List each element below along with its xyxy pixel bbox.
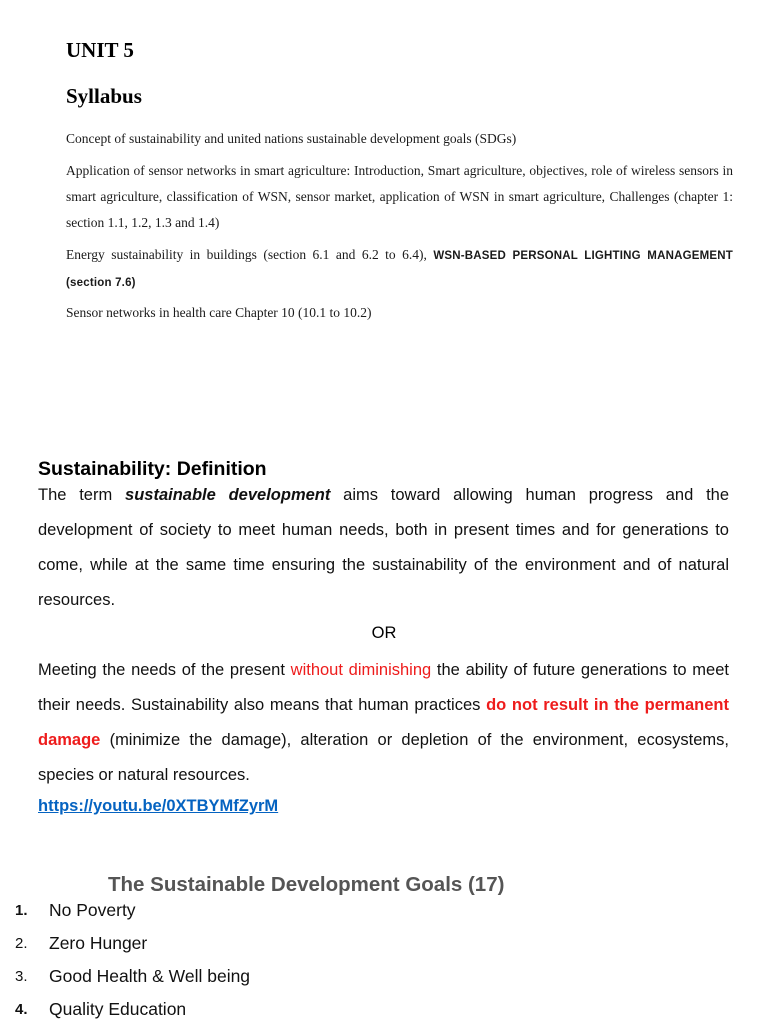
unit-title: UNIT 5	[66, 38, 134, 62]
definition-text-end: aims toward allowing human progress and the development of society to meet human needs, both in present times and for generations to come, while at the same time ensuring the sustainability of the environment and of natural resources.	[38, 486, 730, 609]
syllabus-item-buildings	[66, 242, 733, 296]
list-item-label: No Poverty	[49, 900, 136, 920]
highlight-without-diminishing: without diminishing	[290, 661, 432, 679]
list-item-number: 4.	[15, 1001, 28, 1018]
highlight-permanent-damage: do not result in the permanent damage	[38, 696, 729, 749]
or-separator: OR	[371, 624, 397, 642]
syllabus-item-buildings-text: Energy sustainability in buildings (section 6.1 and 6.2 to 6.4),	[66, 247, 434, 262]
alt-definition-text-a: Meeting the needs of the present	[38, 661, 291, 679]
syllabus-item-agriculture: Application of sensor networks in smart agriculture: Introduction, Smart agriculture, objectives, role of wireless sensors in smart agriculture, classification of WSN, sensor market, application of WSN in smart agriculture, Challenges (chapter 1: section 1.1, 1.2, 1.3 and 1.4)	[66, 163, 733, 230]
syllabus-item-lighting-management: WSN-BASED PERSONAL LIGHTING MANAGEMENT (section 7.6)	[66, 250, 734, 289]
alt-definition-text-c: (minimize the damage), alteration or depletion of the environment, ecosystems, species or natural resources.	[38, 731, 729, 784]
definition-term: sustainable development	[125, 486, 331, 504]
syllabus-item-sdgs: Concept of sustainability and united nations sustainable development goals (SDGs)	[66, 131, 517, 146]
syllabus-title: Syllabus	[66, 84, 142, 108]
list-item-label: Zero Hunger	[49, 933, 148, 953]
list-item-number: 1.	[15, 902, 28, 919]
list-item-number: 2.	[15, 935, 28, 952]
list-item-label: Quality Education	[49, 999, 187, 1019]
alt-definition-text-b: the ability of future generations to meet their needs. Sustainability also means that human practices	[38, 661, 729, 714]
sustainability-heading: Sustainability: Definition	[38, 458, 267, 480]
youtube-link[interactable]: https://youtu.be/0XTBYMfZyrM	[38, 797, 279, 815]
definition-text-start: The term	[38, 486, 126, 504]
list-item-label: Good Health & Well being	[49, 966, 251, 986]
sdg-heading: The Sustainable Development Goals (17)	[108, 873, 505, 896]
syllabus-item-health-care: Sensor networks in health care Chapter 10 (10.1 to 10.2)	[66, 305, 372, 320]
alternative-definition-paragraph	[38, 653, 729, 793]
list-item-number: 3.	[15, 968, 28, 985]
definition-paragraph	[38, 478, 729, 618]
